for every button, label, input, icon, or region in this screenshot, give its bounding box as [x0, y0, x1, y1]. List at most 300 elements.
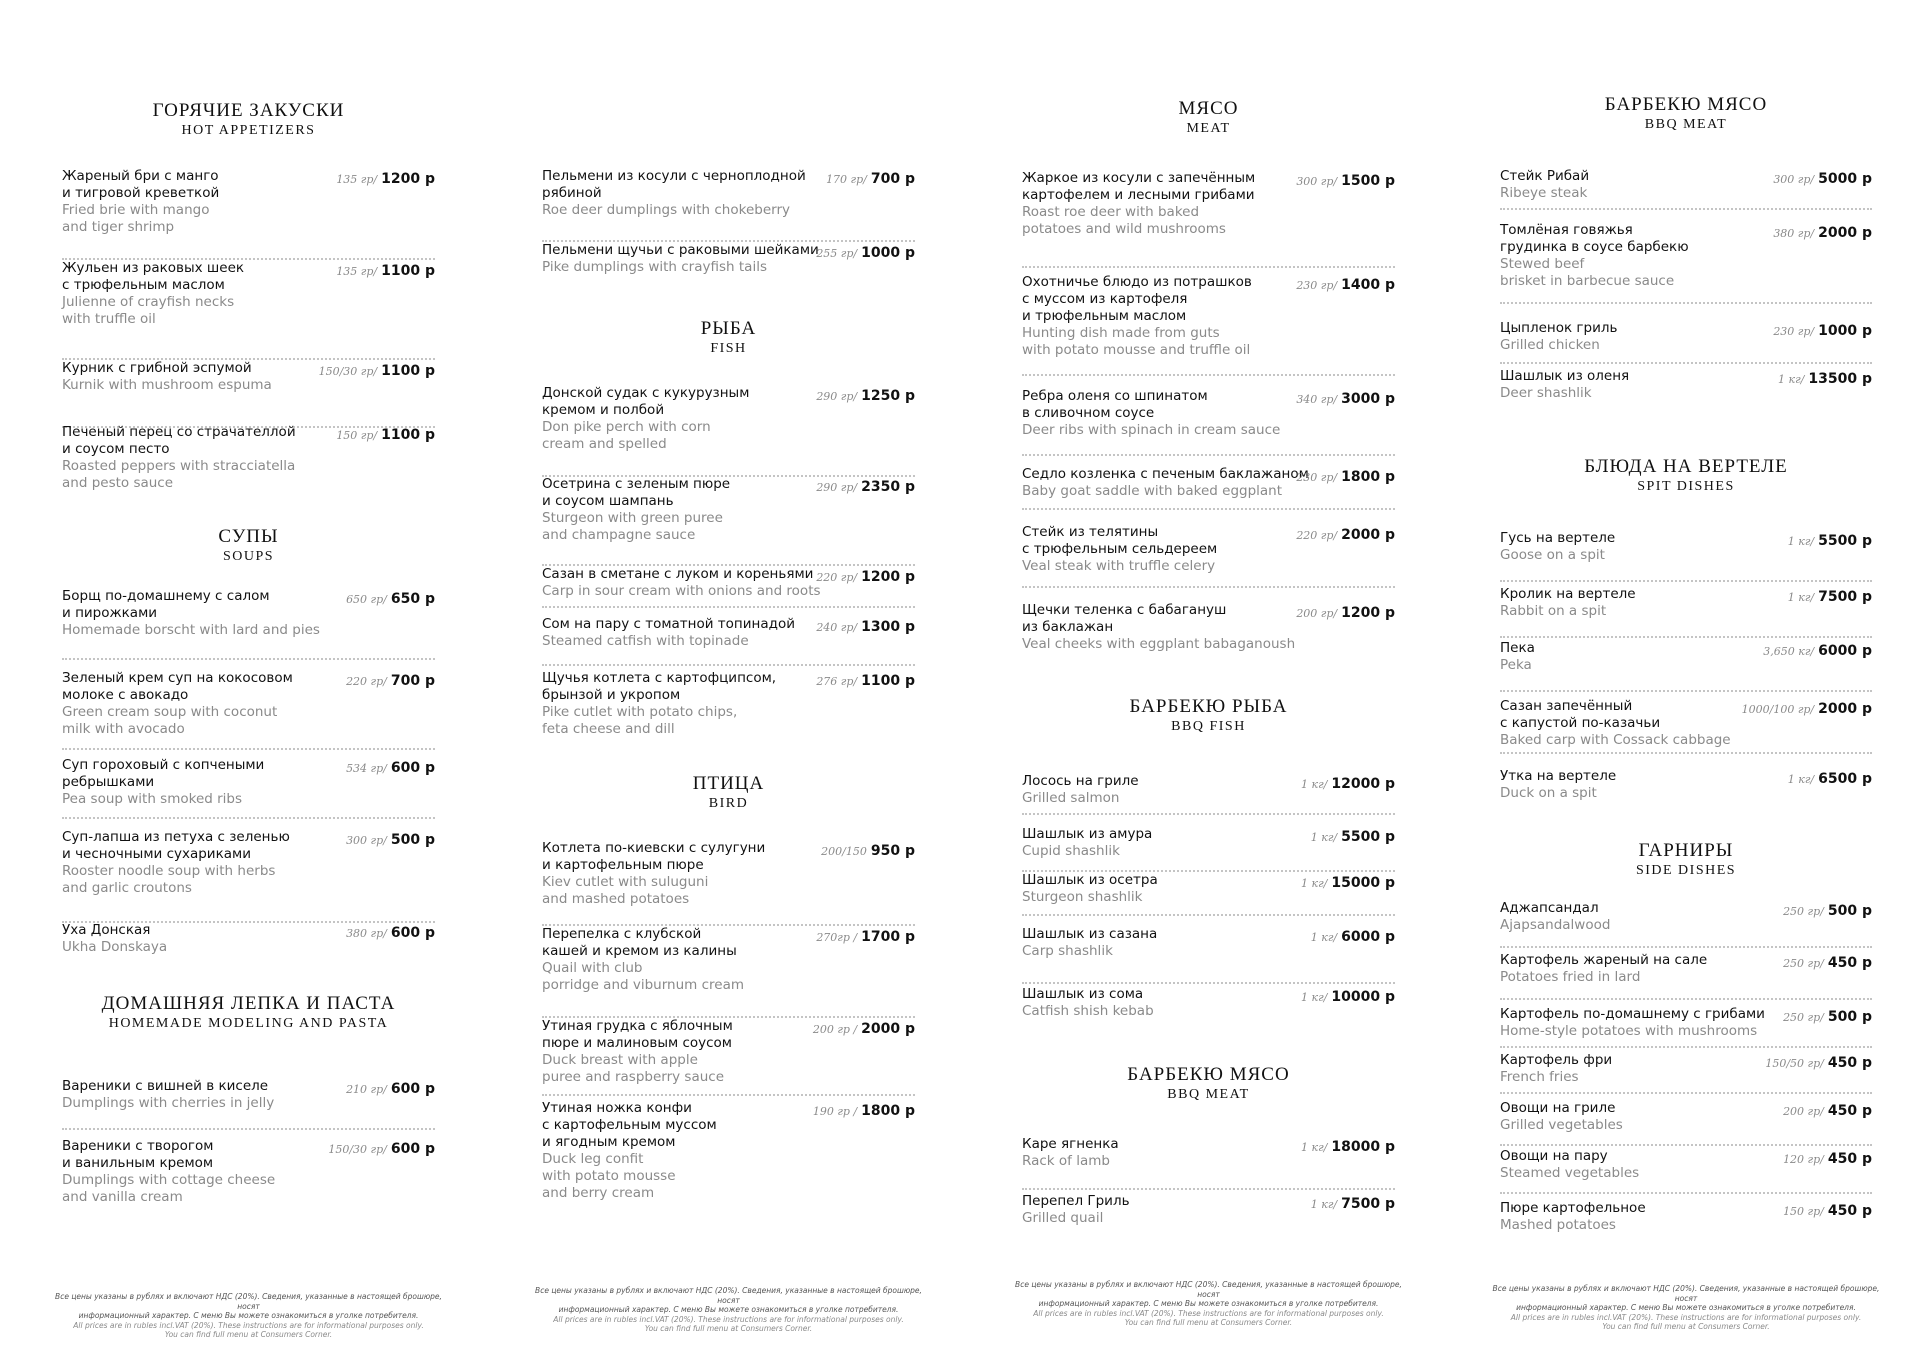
menu-item — [1500, 320, 1872, 364]
section-title: БАРБЕКЮ МЯСО — [1604, 94, 1768, 115]
price-block — [1301, 1136, 1395, 1155]
dish-weight: 1 кг/ — [1778, 373, 1805, 386]
section-title: ДОМАШНЯЯ ЛЕПКА И ПАСТА — [101, 993, 396, 1014]
dish-name-ru: Стейк из телятины с трюфельным сельдереем — [1022, 524, 1218, 557]
dish-price: 6000 р — [1818, 643, 1872, 659]
dish-weight: 1 кг/ — [1301, 778, 1328, 791]
footer-note — [532, 1286, 925, 1334]
footer-note-ru: Все цены указаны в рублях и включают НДС (20%). Сведения, указанные в настоящей брошюре, носят информационный характер. С меню Вы можете ознакомиться в уголке потребителя. — [1015, 1280, 1402, 1308]
menu-item — [1500, 368, 1872, 414]
section-subtitle: MEAT — [1186, 121, 1231, 136]
dish-price: 1500 р — [1341, 173, 1395, 189]
dish-name-ru: Вареники с вишней в киселе — [62, 1078, 269, 1094]
dish-name-en: French fries — [1500, 1069, 1579, 1085]
dish-price: 7500 р — [1818, 589, 1872, 605]
menu-item — [1022, 872, 1395, 916]
dish-name-en: Kiev cutlet with suluguni and mashed potatoes — [542, 874, 709, 907]
menu-item — [1022, 388, 1395, 456]
section-title: БАРБЕКЮ РЫБА — [1129, 696, 1288, 717]
dish-weight: 230 гр/ — [1773, 325, 1815, 338]
dish-name-ru: Утиная ножка конфи с картофельным муссом и ягодным кремом — [542, 1100, 717, 1150]
price-block — [1773, 320, 1872, 339]
dish-name-en: Carp in sour cream with onions and roots — [542, 583, 821, 599]
section-subtitle: SIDE DISHES — [1635, 863, 1737, 878]
dish-price: 1100 р — [381, 427, 435, 443]
section-title: РЫБА — [700, 318, 757, 339]
dish-name-ru: Жареный бри с манго и тигровой креветкой — [62, 168, 220, 201]
dish-weight: 380 гр/ — [346, 927, 387, 940]
price-block — [1296, 274, 1395, 293]
dish-name-en: Cupid shashlik — [1022, 843, 1120, 859]
dish-name-en: Steamed vegetables — [1500, 1165, 1640, 1181]
price-block — [336, 260, 435, 279]
dish-name-ru: Утка на вертеле — [1500, 768, 1617, 784]
dish-name-ru: Суп гороховый с копчеными ребрышками — [62, 757, 265, 790]
dish-name-en: Kurnik with mushroom espuma — [62, 377, 272, 393]
menu-item — [1500, 1148, 1872, 1194]
dish-name-ru: Курник с грибной эспумой — [62, 360, 252, 376]
dish-weight: 534 гр/ — [346, 762, 387, 775]
dish-name-en: Potatoes fried in lard — [1500, 969, 1641, 985]
dish-price: 450 р — [1827, 1055, 1872, 1071]
price-block — [1765, 1052, 1872, 1071]
price-block — [346, 670, 435, 689]
footer-note — [1490, 1284, 1882, 1332]
footer-note-ru: Все цены указаны в рублях и включают НДС (20%). Сведения, указанные в настоящей брошюре, носят информационный характер. С меню Вы можете ознакомиться в уголке потребителя. — [55, 1292, 442, 1320]
menu-item — [1022, 986, 1395, 1026]
dish-weight: 200 гр/ — [1783, 1105, 1824, 1118]
price-block — [1311, 826, 1395, 845]
dish-name-ru: Осетрина с зеленым пюре и соусом шампань — [542, 476, 731, 509]
price-block — [816, 670, 915, 689]
section-subtitle: BIRD — [708, 796, 749, 811]
dish-price: 950 р — [870, 843, 915, 859]
dish-weight: 1 кг/ — [1310, 831, 1338, 844]
dish-name-en: Dumplings with cottage cheese and vanilla cream — [62, 1172, 276, 1205]
price-block — [346, 1078, 435, 1097]
menu-item — [1022, 926, 1395, 984]
price-block — [1788, 586, 1872, 605]
menu-item — [542, 616, 915, 666]
dish-name-ru: Жаркое из косули с запечённым картофелем и лесными грибами — [1022, 170, 1256, 203]
dish-weight: 150 гр/ — [336, 429, 378, 442]
dish-weight: 340 гр/ — [1296, 393, 1338, 406]
price-block — [1773, 222, 1872, 241]
price-block — [1783, 900, 1872, 919]
dish-name-ru: Котлета по-киевски с сулугуни и картофельным пюре — [542, 840, 766, 873]
price-block — [816, 385, 915, 404]
menu-item — [1500, 952, 1872, 1000]
dish-price: 6500 р — [1818, 771, 1872, 787]
dish-weight: 150 гр/ — [1783, 1205, 1824, 1218]
dish-price: 500 р — [1827, 1009, 1872, 1025]
menu-item — [1500, 1006, 1872, 1048]
dish-name-ru: Овощи на пару — [1500, 1148, 1608, 1164]
dish-name-ru: Сом на пару с томатной топинадой — [542, 616, 795, 632]
dish-name-en: Hunting dish made from guts with potato mousse and truffle oil — [1022, 325, 1251, 358]
menu-item — [542, 840, 915, 926]
dish-name-en: Carp shashlik — [1022, 943, 1113, 959]
dish-weight: 230 гр/ — [1296, 279, 1338, 292]
dish-name-en: Pea soup with smoked ribs — [62, 791, 243, 807]
dish-name-en: Ribeye steak — [1500, 185, 1588, 201]
dish-name-en: Julienne of crayfish necks with truffle oil — [62, 294, 235, 327]
dish-name-en: Ajapsandalwood — [1500, 917, 1611, 933]
dish-weight: 1 кг/ — [1301, 1141, 1328, 1154]
dish-weight: 1 кг/ — [1310, 931, 1338, 944]
menu-item — [1500, 1200, 1872, 1240]
footer-note-en: All prices are in rubles incl.VAT (20%). These instructions are for informational purposes only. You can find full menu at Consumers Corner. — [553, 1314, 904, 1333]
dish-price: 650 р — [390, 591, 435, 607]
dish-name-en: Rabbit on a spit — [1500, 603, 1607, 619]
dish-name-ru: Зеленый крем суп на кокосовом молоке с авокадо — [62, 670, 293, 703]
dish-name-en: Grilled salmon — [1022, 790, 1120, 806]
price-block — [1778, 368, 1872, 387]
dish-weight: 200 гр/ — [1296, 607, 1338, 620]
dish-name-en: Goose on a spit — [1500, 547, 1605, 563]
dish-name-ru: Аджапсандал — [1500, 900, 1599, 916]
dish-name-en: Duck breast with apple puree and raspberry sauce — [542, 1052, 725, 1085]
dish-price: 18000 р — [1331, 1139, 1395, 1155]
menu-item — [542, 242, 915, 288]
dish-weight: 150/30 гр/ — [328, 1143, 387, 1156]
price-block — [1788, 768, 1872, 787]
menu-item — [62, 1078, 435, 1130]
menu-item — [62, 260, 435, 360]
dish-name-ru: Ребра оленя со шпинатом в сливочном соусе — [1022, 388, 1208, 421]
dish-name-en: Homemade borscht with lard and pies — [62, 622, 320, 638]
dish-price: 1250 р — [861, 388, 915, 404]
dish-weight: 220 гр/ — [816, 571, 858, 584]
price-block — [1311, 926, 1395, 945]
dish-name-ru: Кролик на вертеле — [1500, 586, 1636, 602]
dish-name-ru: Утиная грудка с яблочным пюре и малиновым соусом — [542, 1018, 733, 1051]
menu-item — [62, 168, 435, 260]
footer-note — [52, 1292, 445, 1340]
dish-name-ru: Пюре картофельное — [1500, 1200, 1646, 1216]
price-block — [346, 829, 435, 848]
price-block — [1763, 640, 1872, 659]
dish-weight: 230 гр/ — [1296, 471, 1338, 484]
menu-item — [542, 168, 915, 242]
dish-weight: 170 гр/ — [826, 173, 867, 186]
dish-price: 1800 р — [1341, 469, 1395, 485]
dish-name-ru: Перепелка с клубской кашей и кремом из калины — [542, 926, 737, 959]
menu-page — [480, 0, 960, 1363]
dish-name-ru: Шашлык из сазана — [1022, 926, 1158, 942]
menu-item — [1022, 602, 1395, 660]
dish-name-ru: Стейк Рибай — [1500, 168, 1590, 184]
dish-weight: 200/150 — [821, 845, 867, 858]
section-title: ГАРНИРЫ — [1638, 840, 1734, 861]
dish-price: 1100 р — [381, 363, 435, 379]
dish-name-en: Veal steak with truffle celery — [1022, 558, 1216, 574]
footer-note — [1012, 1280, 1405, 1328]
dish-name-ru: Овощи на гриле — [1500, 1100, 1616, 1116]
dish-price: 12000 р — [1331, 776, 1395, 792]
dish-price: 5500 р — [1341, 829, 1395, 845]
dish-name-en: Pike cutlet with potato chips, feta cheese and dill — [542, 704, 738, 737]
menu-item — [1500, 698, 1872, 754]
dish-price: 1200 р — [381, 171, 435, 187]
dish-name-en: Peka — [1500, 657, 1532, 673]
price-block — [1296, 170, 1395, 189]
price-block — [821, 840, 915, 859]
dish-price: 500 р — [390, 832, 435, 848]
menu-item — [542, 1100, 915, 1220]
dish-price: 3000 р — [1341, 391, 1395, 407]
price-block — [1296, 466, 1395, 485]
dish-name-ru: Охотничье блюдо из потрашков с муссом из картофеля и трюфельным маслом — [1022, 274, 1252, 324]
price-block — [816, 616, 915, 635]
menu-item — [62, 1138, 435, 1208]
dish-name-ru: Сазан запечённый с капустой по-казачьи — [1500, 698, 1661, 731]
dish-name-en: Rack of lamb — [1022, 1153, 1110, 1169]
dish-name-ru: Томлёная говяжья грудинка в соусе барбекю — [1500, 222, 1689, 255]
menu-item — [1022, 466, 1395, 510]
dish-name-en: Roast roe deer with baked potatoes and wild mushrooms — [1022, 204, 1226, 237]
price-block — [1773, 168, 1872, 187]
dish-name-en: Stewed beef brisket in barbecue sauce — [1500, 256, 1675, 289]
section-subtitle: FISH — [710, 341, 747, 356]
dish-weight: 1 кг/ — [1301, 877, 1328, 890]
dish-price: 1100 р — [381, 263, 435, 279]
dish-weight: 250 гр/ — [1783, 1011, 1824, 1024]
dish-name-en: Veal cheeks with eggplant babaganoush — [1022, 636, 1296, 652]
dish-weight: 150/30 гр/ — [318, 365, 378, 378]
menu-page — [1440, 0, 1920, 1363]
dish-name-en: Ukha Donskaya — [62, 939, 168, 955]
menu-item — [1500, 168, 1872, 210]
menu-item — [62, 424, 435, 502]
section-subtitle: SOUPS — [222, 549, 275, 564]
dish-price: 1800 р — [861, 1103, 915, 1119]
dish-price: 5000 р — [1818, 171, 1872, 187]
dish-name-en: Don pike perch with corn cream and spelled — [542, 419, 711, 452]
section-subtitle: BBQ MEAT — [1167, 1087, 1250, 1102]
price-block — [1296, 524, 1395, 543]
dish-name-en: Sturgeon shashlik — [1022, 889, 1143, 905]
dish-name-ru: Каре ягненка — [1022, 1136, 1119, 1152]
menu-item — [542, 566, 915, 608]
dish-name-ru: Борщ по-домашнему с салом и пирожками — [62, 588, 270, 621]
dish-weight: 190 гр / — [812, 1105, 858, 1118]
menu-item — [62, 670, 435, 750]
price-block — [1296, 388, 1395, 407]
dish-weight: 1 кг/ — [1301, 991, 1328, 1004]
dish-name-ru: Седло козленка с печеным баклажаном — [1022, 466, 1309, 482]
menu-item — [542, 1018, 915, 1096]
menu-item — [1022, 170, 1395, 268]
dish-name-ru: Лосось на гриле — [1022, 773, 1139, 789]
dish-name-ru: Пельмени щучьи с раковыми шейками — [542, 242, 819, 258]
dish-price: 600 р — [390, 760, 435, 776]
menu-item — [62, 757, 435, 819]
dish-name-en: Grilled chicken — [1500, 337, 1600, 353]
price-block — [1742, 698, 1872, 717]
price-block — [816, 242, 915, 261]
dish-weight: 1 кг/ — [1787, 535, 1815, 548]
price-block — [346, 757, 435, 776]
dish-name-ru: Шашлык из оленя — [1500, 368, 1630, 384]
dish-name-ru: Пельмени из косули с черноплодной рябиной — [542, 168, 806, 201]
dish-price: 5500 р — [1818, 533, 1872, 549]
dish-weight: 220 гр/ — [346, 675, 387, 688]
price-block — [346, 588, 435, 607]
dish-price: 2000 р — [1818, 225, 1872, 241]
menu-item — [1022, 773, 1395, 815]
dish-price: 1000 р — [1818, 323, 1872, 339]
dish-price: 1700 р — [861, 929, 915, 945]
price-block — [319, 360, 435, 379]
dish-name-ru: Пека — [1500, 640, 1535, 656]
dish-price: 2350 р — [861, 479, 915, 495]
menu-item — [1500, 586, 1872, 638]
section-subtitle: HOT APPETIZERS — [181, 123, 316, 138]
dish-price: 600 р — [390, 925, 435, 941]
dish-name-ru: Суп-лапша из петуха с зеленью и чесночными сухариками — [62, 829, 290, 862]
section-title: МЯСО — [1178, 98, 1239, 119]
dish-price: 1200 р — [861, 569, 915, 585]
dish-weight: 276 гр/ — [816, 675, 858, 688]
dish-price: 2000 р — [861, 1021, 915, 1037]
dish-price: 2000 р — [1341, 527, 1395, 543]
dish-price: 13500 р — [1808, 371, 1872, 387]
dish-name-ru: Картофель фри — [1500, 1052, 1613, 1068]
menu-item — [1022, 1193, 1395, 1245]
footer-note-en: All prices are in rubles incl.VAT (20%). These instructions are for informational purposes only. You can find full menu at Consumers Corner. — [1033, 1308, 1384, 1327]
dish-weight: 3,650 кг/ — [1763, 645, 1815, 658]
dish-weight: 200 гр / — [812, 1023, 858, 1036]
dish-price: 10000 р — [1331, 989, 1395, 1005]
dish-name-en: Deer ribs with spinach in cream sauce — [1022, 422, 1281, 438]
dish-name-en: Quail with club porridge and viburnum cream — [542, 960, 745, 993]
section-title: БАРБЕКЮ МЯСО — [1127, 1064, 1290, 1085]
menu-item — [542, 670, 915, 740]
section-subtitle: HOMEMADE MODELING AND PASTA — [108, 1016, 389, 1031]
dish-name-en: Roasted peppers with stracciatella and pesto sauce — [62, 458, 296, 491]
section-subtitle: SPIT DISHES — [1637, 479, 1735, 494]
dish-name-ru: Шашлык из осетра — [1022, 872, 1158, 888]
dish-price: 15000 р — [1331, 875, 1395, 891]
price-block — [1301, 872, 1395, 891]
menu-item — [1022, 826, 1395, 872]
footer-note-en: All prices are in rubles incl.VAT (20%). These instructions are for informational purposes only. You can find full menu at Consumers Corner. — [73, 1320, 424, 1339]
section-subtitle: BBQ MEAT — [1644, 117, 1728, 132]
dish-price: 500 р — [1827, 903, 1872, 919]
dish-name-en: Roe deer dumplings with chokeberry — [542, 202, 790, 218]
menu-page — [0, 0, 480, 1363]
menu-item — [1022, 274, 1395, 376]
dish-weight: 290 гр/ — [816, 390, 858, 403]
dish-name-en: Pike dumplings with crayfish tails — [542, 259, 767, 275]
section-title: ПТИЦА — [692, 773, 765, 794]
price-block — [346, 922, 435, 941]
dish-name-ru: Щучья котлета с картофципсом, брынзой и укропом — [542, 670, 777, 703]
price-block — [1296, 602, 1395, 621]
menu-item — [1500, 530, 1872, 582]
menu-item — [1500, 900, 1872, 948]
menu-item — [1022, 1136, 1395, 1190]
menu-item — [1500, 640, 1872, 692]
dish-weight: 1000/100 гр/ — [1741, 703, 1815, 716]
dish-weight: 300 гр/ — [1296, 175, 1338, 188]
dish-name-ru: Жульен из раковых шеек с трюфельным маслом — [62, 260, 245, 293]
menu-item — [542, 926, 915, 1018]
dish-weight: 220 гр/ — [1296, 529, 1338, 542]
dish-name-en: Dumplings with cherries in jelly — [62, 1095, 275, 1111]
dish-weight: 300 гр/ — [1773, 173, 1815, 186]
dish-weight: 250 гр/ — [1783, 957, 1824, 970]
dish-name-ru: Вареники с творогом и ванильным кремом — [62, 1138, 214, 1171]
menu-item — [62, 588, 435, 660]
dish-price: 450 р — [1827, 955, 1872, 971]
price-block — [816, 926, 915, 945]
dish-name-ru: Сазан в сметане с луком и кореньями — [542, 566, 814, 582]
menu-item — [62, 922, 435, 962]
price-block — [813, 1100, 915, 1119]
dish-weight: 290 гр/ — [816, 481, 858, 494]
dish-name-en: Steamed catfish with topinade — [542, 633, 749, 649]
price-block — [328, 1138, 435, 1157]
dish-name-ru: Картофель жареный на сале — [1500, 952, 1708, 968]
price-block — [1783, 1100, 1872, 1119]
menu-item — [1500, 1052, 1872, 1094]
section-title: ГОРЯЧИЕ ЗАКУСКИ — [152, 100, 345, 121]
section-subtitle: BBQ FISH — [1171, 719, 1246, 734]
price-block — [1301, 986, 1395, 1005]
menu-item — [542, 476, 915, 566]
price-block — [1783, 1006, 1872, 1025]
dish-price: 600 р — [390, 1081, 435, 1097]
dish-weight: 240 гр/ — [816, 621, 858, 634]
dish-name-ru: Шашлык из сома — [1022, 986, 1144, 1002]
dish-price: 450 р — [1827, 1151, 1872, 1167]
dish-price: 700 р — [390, 673, 435, 689]
menu-item — [1022, 524, 1395, 588]
dish-name-ru: Картофель по-домашнему с грибами — [1500, 1006, 1765, 1022]
dish-price: 1200 р — [1341, 605, 1395, 621]
menu-item — [62, 829, 435, 923]
dish-name-en: Sturgeon with green puree and champagne sauce — [542, 510, 723, 543]
dish-name-en: Deer shashlik — [1500, 385, 1592, 401]
dish-name-ru: Шашлык из амура — [1022, 826, 1153, 842]
dish-weight: 270гр / — [816, 931, 858, 944]
dish-weight: 210 гр/ — [346, 1083, 387, 1096]
dish-price: 700 р — [870, 171, 915, 187]
dish-name-en: Duck on a spit — [1500, 785, 1597, 801]
menu-item — [1500, 222, 1872, 304]
price-block — [1301, 773, 1395, 792]
dish-weight: 1 кг/ — [1787, 773, 1815, 786]
price-block — [816, 476, 915, 495]
price-block — [1783, 1148, 1872, 1167]
dish-price: 6000 р — [1341, 929, 1395, 945]
dish-name-en: Baby goat saddle with baked eggplant — [1022, 483, 1283, 499]
dish-name-en: Duck leg confit with potato mousse and berry cream — [542, 1151, 676, 1201]
section-title: БЛЮДА НА ВЕРТЕЛЕ — [1584, 456, 1788, 477]
menu-item — [62, 360, 435, 428]
footer-note-ru: Все цены указаны в рублях и включают НДС (20%). Сведения, указанные в настоящей брошюре, носят информационный характер. С меню Вы можете ознакомиться в уголке потребителя. — [1492, 1284, 1880, 1312]
dish-name-en: Rooster noodle soup with herbs and garlic croutons — [62, 863, 276, 896]
dish-price: 1100 р — [861, 673, 915, 689]
dish-name-ru: Печеный перец со страчателлой и соусом песто — [62, 424, 296, 457]
price-block — [1311, 1193, 1395, 1212]
price-block — [816, 566, 915, 585]
dish-name-en: Green cream soup with coconut milk with avocado — [62, 704, 278, 737]
dish-price: 450 р — [1827, 1103, 1872, 1119]
dish-name-ru: Щечки теленка с бабагануш из баклажан — [1022, 602, 1227, 635]
